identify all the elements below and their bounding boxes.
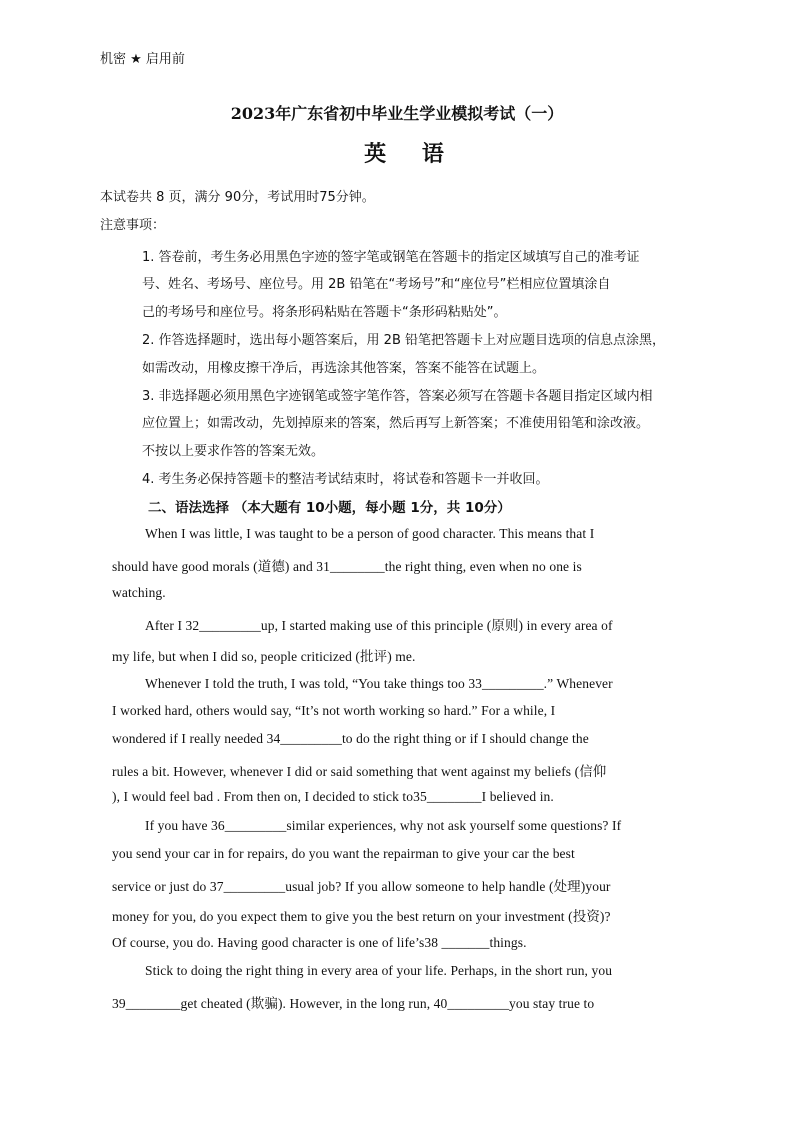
note-line: 己的考场号和座位号。将条形码粘贴在答题卡“条形码粘贴处”。 bbox=[142, 305, 507, 320]
passage-line: money for you, do you expect them to give you the best return on your investment (投资)? bbox=[112, 909, 611, 924]
section-title: 二、语法选择 （本大题有 10小题，每小题 1分，共 10分） bbox=[148, 500, 511, 516]
notes-label: 注意事项： bbox=[100, 218, 166, 233]
passage-line: my life, but when I did so, people criticized (批评) me. bbox=[112, 649, 416, 664]
passage-line: watching. bbox=[112, 585, 166, 600]
passage-line: If you have 36_________similar experiences, why not ask yourself some questions? If bbox=[145, 818, 622, 833]
note-line: 4. 考生务必保持答题卡的整洁考试结束时，将试卷和答题卡一并收回。 bbox=[142, 472, 549, 487]
passage-line: I worked hard, others would say, “It’s not worth working so hard.” For a while, I bbox=[112, 703, 556, 718]
passage-line: After I 32_________up, I started making use of this principle (原则) in every area of bbox=[145, 618, 613, 633]
passage-line: you send your car in for repairs, do you want the repairman to give your car the best bbox=[112, 846, 575, 861]
note-line: 不按以上要求作答的答案无效。 bbox=[142, 444, 325, 459]
note-line: 3. 非选择题必须用黑色字迹钢笔或签字笔作答，答案必须写在答题卡各题目指定区域内相 bbox=[142, 389, 653, 404]
subject-heading: 英 语 bbox=[364, 141, 458, 167]
note-line: 应位置上；如需改动，先划掉原来的答案，然后再写上新答案；不准使用铅笔和涂改液。 bbox=[142, 416, 650, 431]
note-line: 2. 作答选择题时，选出每小题答案后，用 2B 铅笔把答题卡上对应题目选项的信息点涂黑， bbox=[142, 333, 665, 348]
passage-line: ), I would feel bad . From then on, I decided to stick to35________I believed in. bbox=[112, 789, 554, 804]
note-line: 如需改动，用橡皮擦干净后，再选涂其他答案，答案不能答在试题上。 bbox=[142, 361, 546, 376]
passage-line: service or just do 37_________usual job? If you allow someone to help handle (处理)your bbox=[112, 879, 611, 894]
passage-line: Stick to doing the right thing in every area of your life. Perhaps, in the short run, you bbox=[145, 963, 613, 978]
passage-line: Of course, you do. Having good character is one of life’s38 _______things. bbox=[112, 935, 527, 950]
passage-line: should have good morals (道德) and 31________the right thing, even when no one is bbox=[112, 559, 582, 574]
intro-line: 本试卷共 8 页，满分 90分，考试用时75分钟。 bbox=[100, 190, 375, 205]
passage-line: 39________get cheated (欺骗). However, in the long run, 40_________you stay true to bbox=[112, 996, 595, 1011]
passage-line: When I was little, I was taught to be a person of good character. This means that I bbox=[145, 526, 595, 541]
passage-line: Whenever I told the truth, I was told, “You take things too 33_________.” Whenever bbox=[145, 676, 613, 691]
passage-line: rules a bit. However, whenever I did or said something that went against my beliefs (信仰 bbox=[112, 764, 607, 779]
passage-line: wondered if I really needed 34_________to do the right thing or if I should change the bbox=[112, 731, 589, 746]
note-line: 1. 答卷前，考生务必用黑色字迹的签字笔或钢笔在答题卡的指定区域填写自己的准考证 bbox=[142, 250, 640, 265]
confidential-label: 机密 ★ 启用前 bbox=[100, 52, 185, 67]
exam-title: 2023年广东省初中毕业生学业模拟考试（一） bbox=[230, 104, 564, 123]
note-line: 号、姓名、考场号、座位号。用 2B 铅笔在“考场号”和“座位号”栏相应位置填涂自 bbox=[142, 277, 611, 292]
